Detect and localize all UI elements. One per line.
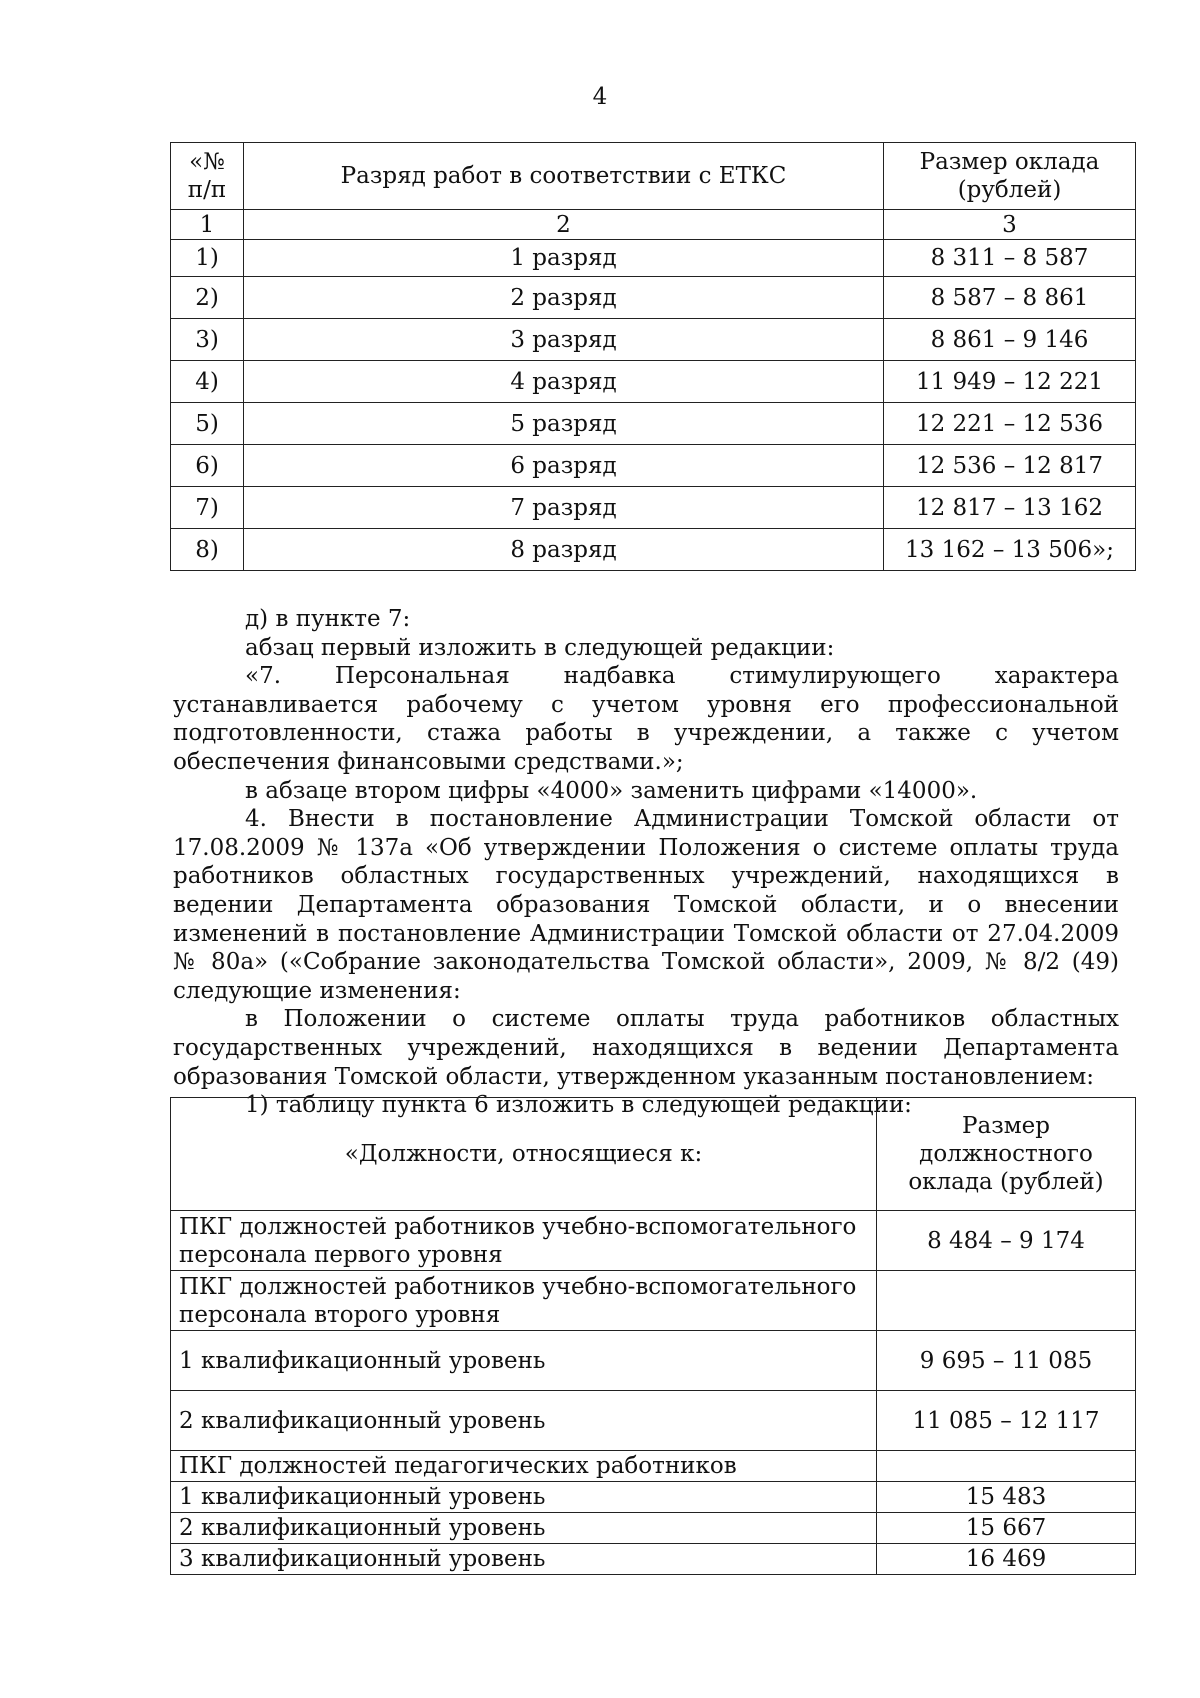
header-salary-line-2: (рублей) (957, 177, 1062, 203)
row-grade: 5 разряд (244, 403, 884, 445)
body-text (173, 605, 1119, 1120)
row-position: 2 квалификационный уровень (171, 1513, 877, 1544)
row-grade: 3 разряд (244, 319, 884, 361)
row-grade: 4 разряд (244, 361, 884, 403)
row-number: 1) (171, 240, 244, 277)
row-salary: 16 469 (877, 1544, 1136, 1575)
row-salary (877, 1271, 1136, 1331)
column-number: 2 (244, 210, 884, 240)
column-number: 1 (171, 210, 244, 240)
paragraph: абзац первый изложить в следующей редакции: (245, 634, 835, 661)
row-position-line-2: персонала второго уровня (179, 1301, 501, 1328)
row-number: 3) (171, 319, 244, 361)
column-number: 3 (884, 210, 1136, 240)
table-row (171, 1331, 1136, 1391)
row-salary: 13 162 – 13 506»; (884, 529, 1136, 571)
row-position: 3 квалификационный уровень (171, 1544, 877, 1575)
header-salary-line-1: Размер оклада (919, 149, 1100, 175)
row-number: 8) (171, 529, 244, 571)
header-salary-line-1: Размер должностного (919, 1113, 1093, 1167)
row-salary: 15 667 (877, 1513, 1136, 1544)
row-salary: 8 484 – 9 174 (877, 1211, 1136, 1271)
paragraph: в Положении о системе оплаты труда работников областных государственных учреждений, находящихся в ведении Департамента образования Томской области, утвержденном указанным постановлением: (173, 1006, 1119, 1090)
column-number-row (171, 210, 1136, 240)
row-position (171, 1271, 877, 1331)
header-number-line-2: п/п (187, 177, 227, 203)
header-salary (884, 143, 1136, 210)
paragraph: д) в пункте 7: (245, 606, 411, 632)
row-position-line-1: ПКГ должностей работников учебно-вспомогательного (179, 1213, 857, 1240)
row-number: 5) (171, 403, 244, 445)
table-row (171, 1451, 1136, 1482)
paragraph: «7. Персональная надбавка стимулирующего характера устанавливается рабочему с учетом уровня его профессиональной подготовленности, стажа работы в учреждении, а также с учетом обеспечения финансовыми средствами.»; (173, 663, 1119, 775)
row-grade: 6 разряд (244, 445, 884, 487)
table-row (171, 1513, 1136, 1544)
row-salary (877, 1451, 1136, 1482)
table-row (171, 1211, 1136, 1271)
table-row (171, 403, 1136, 445)
table-row (171, 1482, 1136, 1513)
table-header-row (171, 1098, 1136, 1211)
row-salary: 15 483 (877, 1482, 1136, 1513)
table-row (171, 1391, 1136, 1451)
header-grade: Разряд работ в соответствии с ЕТКС (244, 143, 884, 210)
table-row (171, 1271, 1136, 1331)
row-salary: 9 695 – 11 085 (877, 1331, 1136, 1391)
row-position: ПКГ должностей педагогических работников (171, 1451, 877, 1482)
row-position-line-2: персонала первого уровня (179, 1241, 503, 1268)
row-position: 2 квалификационный уровень (171, 1391, 877, 1451)
table-header-row (171, 143, 1136, 210)
paragraph: 1) таблицу пункта 6 изложить в следующей редакции: (245, 1092, 912, 1119)
row-salary: 8 311 – 8 587 (884, 240, 1136, 277)
row-number: 7) (171, 487, 244, 529)
row-salary: 12 221 – 12 536 (884, 403, 1136, 445)
row-number: 2) (171, 277, 244, 319)
table-row (171, 487, 1136, 529)
header-salary-line-2: оклада (рублей) (908, 1169, 1104, 1195)
table-row (171, 361, 1136, 403)
paragraph: в абзаце втором цифры «4000» заменить цифрами «14000». (245, 777, 978, 804)
row-position-line-1: ПКГ должностей работников учебно-вспомогательного (179, 1273, 857, 1300)
row-salary: 8 587 – 8 861 (884, 277, 1136, 319)
row-salary: 12 536 – 12 817 (884, 445, 1136, 487)
row-grade: 1 разряд (244, 240, 884, 277)
table-row (171, 319, 1136, 361)
grades-salary-table (170, 142, 1136, 571)
header-number-line-1: «№ (189, 149, 225, 175)
row-position: 1 квалификационный уровень (171, 1331, 877, 1391)
table-row (171, 529, 1136, 571)
row-number: 4) (171, 361, 244, 403)
row-salary: 8 861 – 9 146 (884, 319, 1136, 361)
table-row (171, 240, 1136, 277)
row-number: 6) (171, 445, 244, 487)
table-row (171, 1544, 1136, 1575)
row-salary: 12 817 – 13 162 (884, 487, 1136, 529)
page-number: 4 (592, 84, 608, 110)
row-grade: 2 разряд (244, 277, 884, 319)
row-grade: 7 разряд (244, 487, 884, 529)
header-number (171, 143, 244, 210)
row-position (171, 1211, 877, 1271)
row-salary: 11 085 – 12 117 (877, 1391, 1136, 1451)
row-salary: 11 949 – 12 221 (884, 361, 1136, 403)
header-salary (877, 1098, 1136, 1211)
table-row (171, 445, 1136, 487)
paragraph: 4. Внести в постановление Администрации Томской области от 17.08.2009 № 137а «Об утверждении Положения о системе оплаты труда работников областных государственных учреждений, находящихся в ведении Департамента образования Томской области, и о внесении изменений в постановление Администрации Томской области от 27.04.2009 № 80а» («Собрание законодательства Томской области», 2009, № 8/2 (49) следующие изменения: (173, 806, 1119, 1004)
row-position: 1 квалификационный уровень (171, 1482, 877, 1513)
positions-salary-table (170, 1097, 1136, 1575)
row-grade: 8 разряд (244, 529, 884, 571)
table-row (171, 277, 1136, 319)
header-positions: «Должности, относящиеся к: (171, 1098, 877, 1211)
